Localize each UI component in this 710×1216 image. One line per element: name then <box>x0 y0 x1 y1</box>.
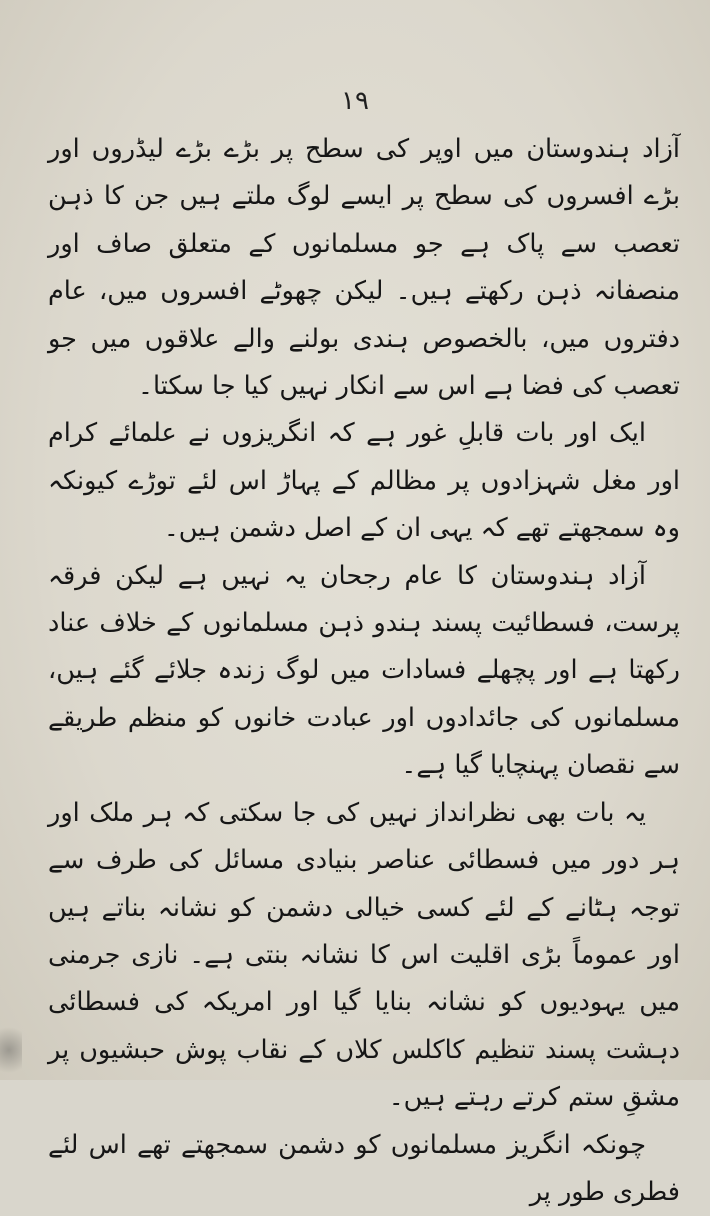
page-number: ۱۹ <box>341 86 369 116</box>
paragraph-4: یہ بات بھی نظرانداز نہیں کی جا سکتی کہ ہر ملک اور ہر دور میں فسطائی عناصر بنیادی مسائل کی طرف سے توجہ ہٹانے کے لئے کسی خیالی دشمن کو نشانہ بناتے ہیں اور عموماً بڑی اقلیت اس کا نشانہ بنتی ہے۔ نازی جرمنی میں یہودیوں کو نشانہ بنایا گیا اور امریکہ کی فسطائی دہشت پسند تنظیم کاکلس کلاں کے نقاب پوش حبشیوں پر مشقِ ستم کرتے رہتے ہیں۔ <box>48 797 680 1113</box>
paragraph-5: چونکہ انگریز مسلمانوں کو دشمن سمجھتے تھے اس لئے فطری طور پر <box>48 1129 680 1207</box>
paragraph-2: ایک اور بات قابلِ غور ہے کہ انگریزوں نے علمائے کرام اور مغل شہزادوں پر مظالم کے پہاڑ اس لئے توڑے کیونکہ وہ سمجھتے تھے کہ یہی ان کے اصل دشمن ہیں۔ <box>48 418 680 544</box>
page-body-text <box>48 126 680 1216</box>
paragraph-1: آزاد ہندوستان میں اوپر کی سطح پر بڑے بڑے لیڈروں اور بڑے افسروں کی سطح پر ایسے لوگ ملتے ہیں جن کا ذہن تعصب سے پاک ہے جو مسلمانوں کے متعلق صاف اور منصفانہ ذہن رکھتے ہیں۔ لیکن چھوٹے افسروں میں، عام دفتروں میں، بالخصوص ہندی بولنے والے علاقوں میں جو تعصب کی فضا ہے اس سے انکار نہیں کیا جا سکتا۔ <box>48 134 680 402</box>
paragraph-3: آزاد ہندوستان کا عام رجحان یہ نہیں ہے لیکن فرقہ پرست، فسطائیت پسند ہندو ذہن مسلمانوں کے خلاف عناد رکھتا ہے اور پچھلے فسادات میں لوگ زندہ جلائے گئے ہیں، مسلمانوں کی جائدادوں اور عبادت خانوں کو منظم طریقے سے نقصان پہنچایا گیا ہے۔ <box>48 560 680 781</box>
scan-edge-mark <box>0 1020 22 1080</box>
